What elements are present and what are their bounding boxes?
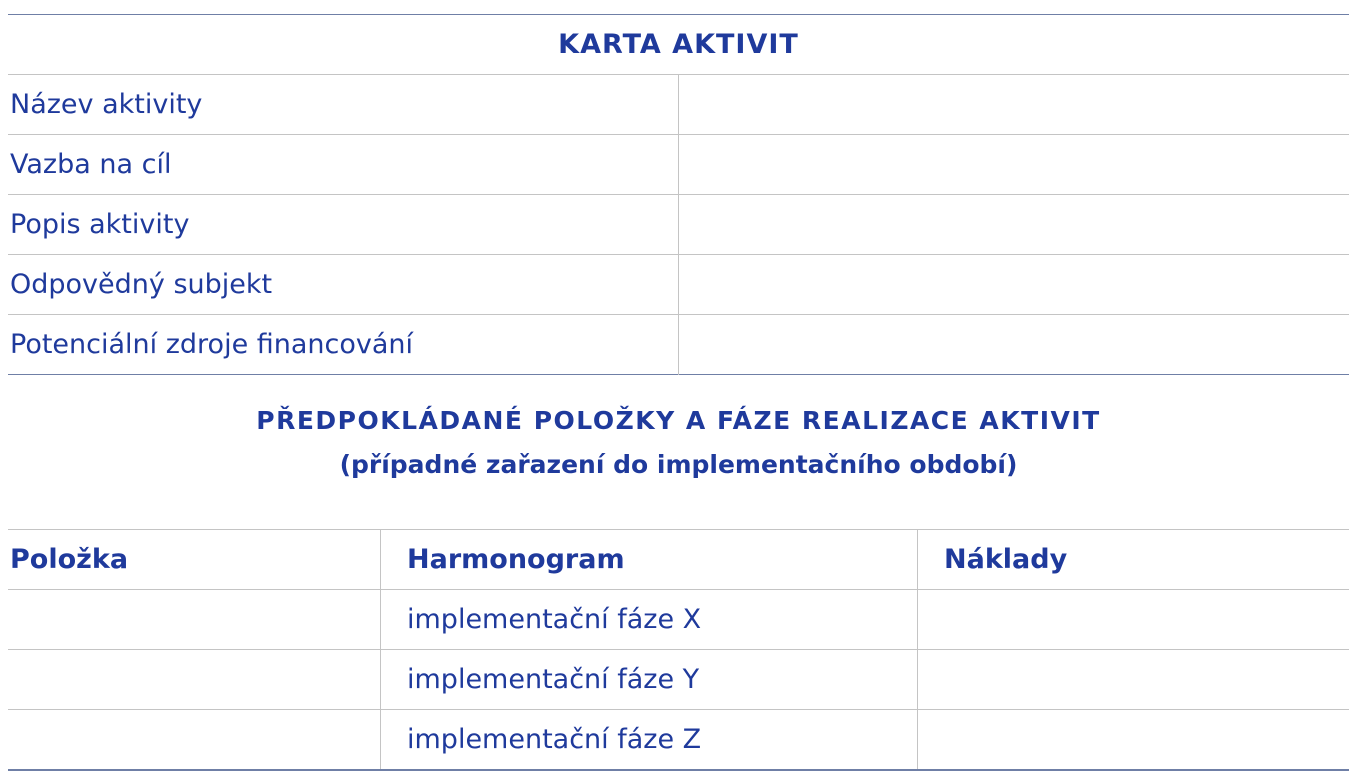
schedule-cell: implementační fáze Y [381,650,918,710]
items-table [8,529,1349,771]
table-row [8,710,1349,771]
card-row-description [8,195,1349,255]
card-title-row [8,15,1349,75]
card-label-goal-link: Vazba na cíl [8,135,679,195]
card-label-funding: Potenciální zdroje financování [8,315,679,375]
card-value-activity-name[interactable] [679,75,1350,135]
table-row [8,590,1349,650]
card-title: KARTA AKTIVIT [8,15,1349,75]
section-heading [8,401,1349,529]
item-cell[interactable] [8,590,381,650]
card-row-goal-link [8,135,1349,195]
card-row-funding [8,315,1349,375]
card-value-description[interactable] [679,195,1350,255]
header-schedule: Harmonogram [381,530,918,590]
item-cell[interactable] [8,710,381,771]
card-label-activity-name: Název aktivity [8,75,679,135]
card-row-activity-name [8,75,1349,135]
cost-cell[interactable] [918,590,1350,650]
header-item: Položka [8,530,381,590]
items-header-row [8,530,1349,590]
card-value-funding[interactable] [679,315,1350,375]
schedule-cell: implementační fáze X [381,590,918,650]
section-subtitle: (případné zařazení do implementačního období) [339,450,1018,479]
activity-card-page [8,14,1349,771]
header-cost: Náklady [918,530,1350,590]
card-row-responsible [8,255,1349,315]
item-cell[interactable] [8,650,381,710]
table-row [8,650,1349,710]
section-title: PŘEDPOKLÁDANÉ POLOŽKY A FÁZE REALIZACE AKTIVIT [256,406,1101,435]
cost-cell[interactable] [918,710,1350,771]
card-label-responsible: Odpovědný subjekt [8,255,679,315]
card-label-description: Popis aktivity [8,195,679,255]
card-value-goal-link[interactable] [679,135,1350,195]
schedule-cell: implementační fáze Z [381,710,918,771]
activity-card-table [8,14,1349,375]
card-value-responsible[interactable] [679,255,1350,315]
cost-cell[interactable] [918,650,1350,710]
